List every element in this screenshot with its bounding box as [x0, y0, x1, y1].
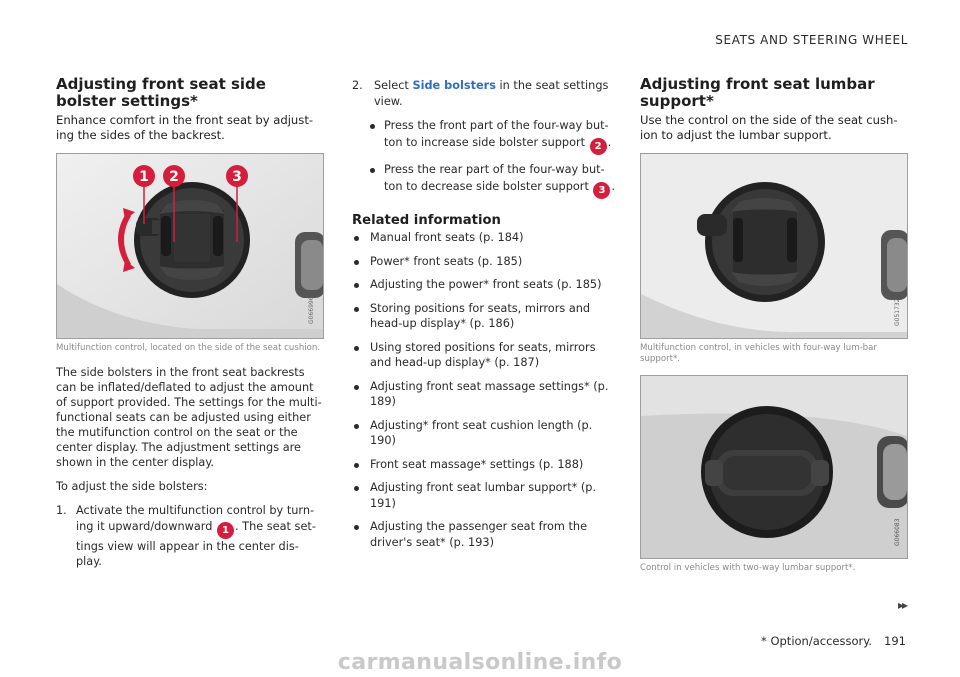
two-way-caption: Control in vehicles with two-way lumbar support*.	[640, 563, 856, 573]
callout-3	[226, 165, 248, 187]
two-way-control-illustration	[641, 376, 907, 558]
related-link[interactable]: Adjusting* front seat cushion length (p. 190)	[352, 418, 620, 449]
page-footer	[761, 634, 906, 648]
side-bolster-steps-column	[352, 78, 620, 558]
side-bolster-lead: Enhance comfort in the front seat by adjust-ing the sides of the backrest.	[56, 113, 314, 142]
related-links	[352, 230, 620, 550]
related-link[interactable]: Adjusting the power* front seats (p. 185)	[352, 277, 620, 293]
next-page-arrows-icon[interactable]: ▸▸	[897, 598, 906, 612]
related-link[interactable]: Storing positions for seats, mirrors and head-up display* (p. 186)	[352, 301, 620, 332]
four-way-caption: Multifunction control, in vehicles with four-way lum-bar support*.	[640, 343, 877, 364]
step-2	[352, 78, 620, 109]
bolster-button-list	[352, 117, 620, 199]
step-text: Select Side bolsters in the seat settings view.	[374, 79, 609, 108]
related-link[interactable]: Adjusting the passenger seat from the driver's seat* (p. 193)	[352, 519, 620, 550]
watermark: carmanualsonline.info	[337, 650, 623, 675]
side-bolsters-link[interactable]: Side bolsters	[412, 79, 496, 92]
figure-code: G066083	[894, 518, 901, 546]
option-note: * Option/accessory.	[761, 634, 873, 648]
four-way-lumbar-figure	[640, 153, 908, 339]
side-bolster-intro: To adjust the side bolsters:	[56, 480, 208, 493]
figure-code: G066996	[308, 296, 315, 324]
related-link[interactable]: Using stored positions for seats, mirrors and head-up display* (p. 187)	[352, 340, 620, 371]
related-link[interactable]: Manual front seats (p. 184)	[352, 230, 620, 246]
related-link[interactable]: Adjusting front seat massage settings* (p. 189)	[352, 379, 620, 410]
step-text: Activate the multifunction control by turn-ing it upward/downward 1 . The seat set-tings view will appear in the center dis-play.	[76, 504, 316, 568]
lumbar-lead: Use the control on the side of the seat cush-ion to adjust the lumbar support.	[640, 113, 898, 142]
related-information-heading: Related information	[352, 213, 501, 228]
svg-text:2: 2	[169, 169, 179, 185]
related-link[interactable]: Front seat massage* settings (p. 188)	[352, 457, 620, 473]
list-item: Press the rear part of the four-way but-ton to decrease side bolster support 3 .	[370, 161, 620, 199]
side-bolster-caption: Multifunction control, located on the side of the seat cushion.	[56, 343, 321, 353]
lumbar-title: Adjusting front seat lumbar support*	[640, 75, 875, 110]
related-link[interactable]: Power* front seats (p. 185)	[352, 254, 620, 270]
callout-badge: 2	[590, 138, 607, 155]
related-link[interactable]: Adjusting front seat lumbar support* (p. 191)	[352, 480, 620, 511]
page-number: 191	[884, 634, 906, 648]
four-way-control-illustration	[641, 154, 907, 338]
callout-badge: 1	[217, 522, 234, 539]
step-number: 1.	[56, 504, 67, 517]
lumbar-support-column	[640, 76, 908, 574]
figure-code: G051732	[894, 298, 901, 326]
step-number: 2.	[352, 79, 363, 92]
two-way-lumbar-figure	[640, 375, 908, 559]
list-item: Press the front part of the four-way but-ton to increase side bolster support 2 .	[370, 117, 620, 155]
side-bolster-para: The side bolsters in the front seat backrests can be inflated/deflated to adjust the amount of support provided. The settings for the multi-functional seats can be adjusted using either the mutifunction control on the seat or the center display. The adjustment settings are shown in the center display.	[56, 366, 322, 469]
callout-1	[133, 165, 155, 187]
callout-2	[163, 165, 185, 187]
step-1	[56, 503, 324, 570]
side-bolster-title: Adjusting front seat side bolster settings*	[56, 75, 266, 110]
side-bolster-column	[56, 76, 324, 570]
section-header: SEATS AND STEERING WHEEL	[715, 33, 908, 47]
svg-text:3: 3	[232, 169, 242, 185]
svg-text:1: 1	[139, 169, 149, 185]
multifunction-control-illustration	[57, 154, 323, 338]
callout-badge: 3	[593, 182, 610, 199]
side-bolster-figure	[56, 153, 324, 339]
